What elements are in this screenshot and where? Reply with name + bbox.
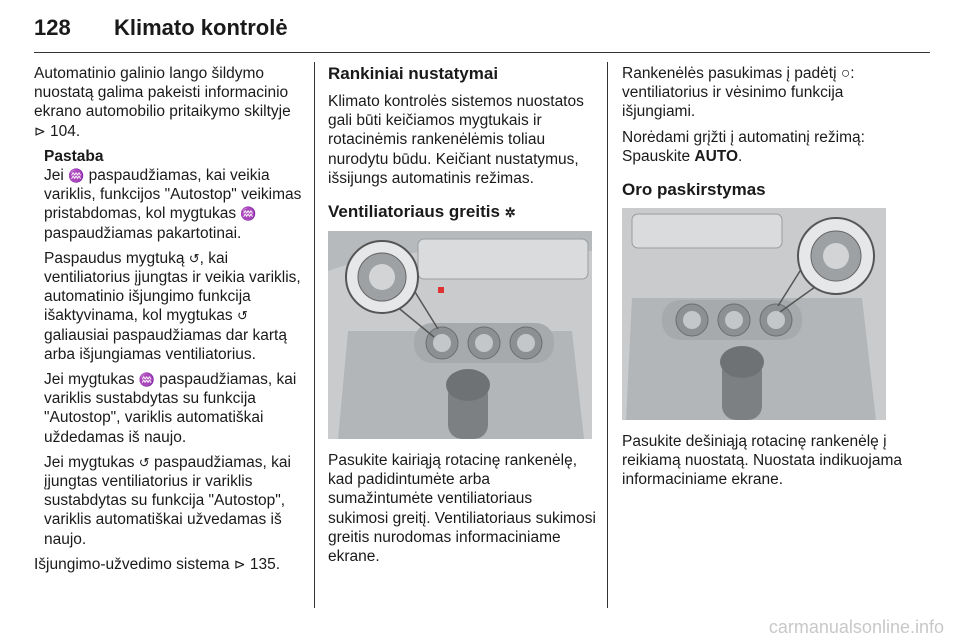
note-paragraph-1: Jei ♒ paspaudžiamas, kai veikia variklis, funkcijos "Autostop" veikimas pristabdomas, kol mygtukas ♒ paspaudžiamas pakartotinai.: [44, 167, 302, 242]
fan-icon: ✲: [504, 205, 516, 221]
footer-reference: Išjungimo-užvedimo sistema ⊳ 135.: [34, 555, 281, 573]
rear-defrost-icon: ♒: [68, 168, 85, 184]
watermark: carmanualsonline.info: [768, 617, 944, 637]
ref-arrow-icon: ⊳: [34, 122, 46, 139]
auto-button-label: AUTO: [694, 147, 739, 165]
auto-instruction: Spauskite AUTO.: [622, 147, 743, 165]
section-paragraph: Klimato kontrolės sistemos nuostatos gali būti keičiamos mygtukais ir rotacinėmis rankenėlėmis toliau nurodytu būdu. Keičiant nustatymus, išsijungs automatinis režimas.: [328, 93, 584, 187]
column-1: [34, 64, 304, 580]
air-distribution-caption: Pasukite dešiniąją rotacinę rankenėlę į reikiamą nuostatą. Nuostata indikuojama informaciniame ekrane.: [622, 433, 903, 489]
console-illustration: [622, 208, 886, 420]
section-heading: Rankiniai nustatymai: [328, 64, 499, 83]
chapter-title: Klimato kontrolė: [114, 15, 288, 40]
fan-speed-photo: [328, 231, 592, 439]
note-title: Pastaba: [44, 147, 104, 165]
note-paragraph-4: Jei mygtukas ↺ paspaudžiamas, kai įjungtas ventiliatorius ir variklis sustabdytas su funkcija "Autostop", variklis automatiškai užvedamas iš naujo.: [44, 453, 291, 548]
column-divider: [314, 62, 315, 608]
subsection-heading: Ventiliatoriaus greitis ✲: [328, 202, 516, 222]
page-number: 128: [34, 15, 71, 40]
air-distribution-photo: [622, 208, 886, 420]
note-paragraph-3: Jei mygtukas ♒ paspaudžiamas, kai variklis sustabdytas su funkcija "Autostop", variklis automatiškai uždedamas iš naujo.: [44, 371, 297, 446]
note-paragraph-2: Paspaudus mygtuką ↺, kai ventiliatorius įjungtas ir veikia variklis, automatinio išjungimo funkcija išaktyvinama, kol mygtukas ↺ galiausiai paspaudžiamas dar kartą arba išjungiamas ventiliatorius.: [44, 249, 301, 363]
rear-defrost-icon: ♒: [240, 206, 257, 222]
off-circle-icon: ○: [840, 65, 851, 82]
page-header: [34, 6, 288, 50]
rear-defrost-icon: ♒: [138, 372, 155, 388]
section-heading: Oro paskirstymas: [622, 180, 766, 200]
recirculation-icon: ↺: [138, 454, 150, 470]
column-2: [328, 64, 596, 572]
ref-arrow-icon: ⊳: [233, 555, 246, 572]
auto-paragraph: Norėdami grįžti į automatinį režimą:: [622, 128, 865, 146]
note-block: [34, 147, 304, 549]
fan-speed-caption: Pasukite kairiąją rotacinę rankenėlę, kad padidintumėte arba sumažintumėte ventiliatoriaus sukimosi greitį. Ventiliatoriaus sukimosi greitis nurodomas informaciniame ekrane.: [328, 452, 596, 566]
recirculation-icon: ↺: [188, 250, 200, 266]
column-3: [622, 64, 914, 496]
intro-paragraph: Automatinio galinio lango šildymo nuostatą galima pakeisti informacinio ekrano automobilio pritaikymo skiltyje ⊳ 104.: [34, 65, 291, 140]
console-illustration: [328, 231, 592, 439]
fan-off-paragraph: Rankenėlės pasukimas į padėtį ○: ventiliatorius ir vėsinimo funkcija išjungiami.: [622, 65, 855, 121]
recirculation-icon: ↺: [236, 308, 248, 324]
column-divider: [607, 62, 608, 608]
header-rule: [34, 52, 930, 53]
